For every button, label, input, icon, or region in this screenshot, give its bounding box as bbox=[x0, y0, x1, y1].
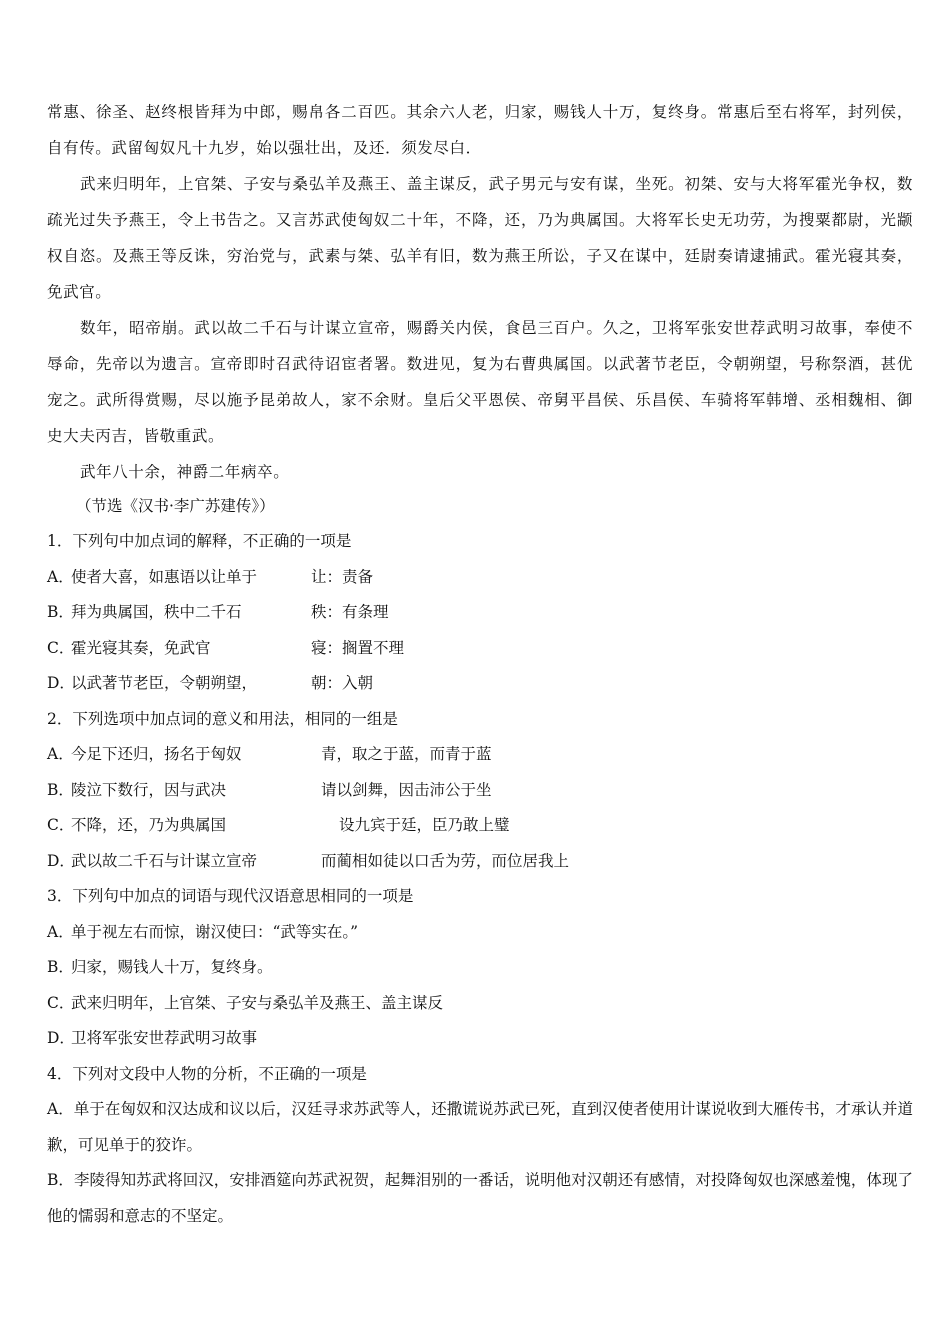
option-text: 陵泣下数行，因与武决 bbox=[71, 780, 227, 799]
option-label: A． bbox=[47, 567, 74, 586]
option-text: 归家，赐钱人十万，复终身。 bbox=[71, 958, 273, 976]
option-compare: 请以剑舞，因击沛公于坐 bbox=[321, 780, 492, 799]
option-row bbox=[47, 950, 913, 986]
option-text: 单于在匈奴和汉达成和议以后，汉廷寻求苏武等人，还撒谎说苏武已死，直到汉使者使用计谋说收到大雁传书，才承认并道歉，可见单于的狡诈。 bbox=[47, 1100, 913, 1154]
option-text: 卫将军张安世荐武明习故事 bbox=[71, 1029, 258, 1047]
option-text: 使者大喜，如惠语以让单于 bbox=[71, 567, 258, 586]
option-row bbox=[47, 986, 913, 1022]
option-gloss: 寝：搁置不理 bbox=[311, 638, 405, 657]
option-label: C． bbox=[47, 993, 75, 1012]
questions bbox=[47, 524, 913, 1234]
passage-paragraph-4: 武年八十余，神爵二年病卒。 bbox=[80, 463, 290, 481]
passage-paragraph-1: 常惠、徐圣、赵终根皆拜为中郎，赐帛各二百匹。其余六人老，归家，赐钱人十万，复终身。常惠后至右将军，封列侯，自有传。武留匈奴凡十九岁，始以强壮出，及还．须发尽白． bbox=[47, 103, 913, 157]
question-stem: 4．下列对文段中人物的分析，不正确的一项是 bbox=[47, 1064, 367, 1083]
passage-paragraph-3: 数年，昭帝崩。武以故二千石与计谋立宣帝，赐爵关内侯，食邑三百户。久之，卫将军张安世荐武明习故事，奉使不辱命，先帝以为遗言。宣帝即时召武待诏宦者署。数进见，复为右曹典属国。以武著节老臣，令朝朔望，号称祭酒，甚优宠之。武所得赏赐，尽以施予昆弟故人，家不余财。皇后父平恩侯、帝舅平昌侯、乐昌侯、车骑将军韩增、丞相魏相、御史大夫丙吉，皆敬重武。 bbox=[47, 319, 913, 445]
option-row bbox=[47, 1163, 913, 1234]
passage-source: （节选《汉书·李广苏建传》） bbox=[76, 497, 275, 515]
option-text: 李陵得知苏武将回汉，安排酒筵向苏武祝贺，起舞泪别的一番话，说明他对汉朝还有感情，对投降匈奴也深感羞愧，体现了他的懦弱和意志的不坚定。 bbox=[47, 1171, 913, 1225]
option-label: D． bbox=[47, 1029, 75, 1047]
option-label: A． bbox=[47, 922, 74, 941]
option-compare: 设九宾于廷，臣乃敢上璧 bbox=[339, 816, 510, 834]
option-label: B． bbox=[47, 780, 74, 799]
question-stem: 2．下列选项中加点词的意义和用法，相同的一组是 bbox=[47, 709, 398, 728]
option-compare: 而蔺相如徒以口舌为劳，而位居我上 bbox=[321, 851, 570, 870]
option-gloss: 朝：入朝 bbox=[311, 674, 374, 692]
option-label: D． bbox=[47, 674, 75, 692]
passage-paragraph-2: 武来归明年，上官桀、子安与桑弘羊及燕王、盖主谋反，武子男元与安有谋，坐死。初桀、安与大将军霍光争权，数疏光过失予燕王，令上书告之。又言苏武使匈奴二十年，不降，还，乃为典属国。大将军长史无功劳，为搜粟都尉，光颛权自恣。及燕王等反诛，穷治党与，武素与桀、弘羊有旧，数为燕王所讼，子又在谋中，廷尉奏请逮捕武。霍光寝其奏，免武官。 bbox=[47, 175, 913, 301]
option-label: B． bbox=[47, 958, 74, 976]
option-row bbox=[47, 808, 913, 844]
option-row bbox=[47, 595, 913, 631]
option-gloss: 秩：有条理 bbox=[311, 603, 389, 621]
option-row bbox=[47, 737, 913, 773]
option-label: C． bbox=[47, 638, 75, 657]
option-text: 拜为典属国，秩中二千石 bbox=[71, 603, 242, 621]
question-stem: 1．下列句中加点词的解释，不正确的一项是 bbox=[47, 532, 352, 550]
option-label: A． bbox=[47, 745, 74, 763]
question-1 bbox=[47, 524, 913, 702]
option-text: 霍光寝其奏，免武官 bbox=[71, 638, 211, 657]
option-row bbox=[47, 1021, 913, 1057]
option-row bbox=[47, 844, 913, 880]
question-4 bbox=[47, 1057, 913, 1235]
option-row bbox=[47, 915, 913, 951]
option-row bbox=[47, 773, 913, 809]
option-text: 武来归明年，上官桀、子安与桑弘羊及燕王、盖主谋反 bbox=[71, 993, 444, 1012]
option-label: A． bbox=[47, 1100, 74, 1118]
option-label: B． bbox=[47, 1171, 74, 1189]
option-compare: 青，取之于蓝，而青于蓝 bbox=[321, 745, 492, 763]
option-text: 单于视左右而惊，谢汉使曰：“武等实在。” bbox=[71, 922, 359, 941]
question-2 bbox=[47, 702, 913, 880]
option-label: C． bbox=[47, 816, 75, 834]
question-stem: 3．下列句中加点的词语与现代汉语意思相同的一项是 bbox=[47, 887, 414, 905]
option-text: 不降，还，乃为典属国 bbox=[71, 816, 227, 834]
option-row bbox=[47, 560, 913, 596]
passage bbox=[47, 94, 913, 490]
option-gloss: 让：责备 bbox=[311, 567, 374, 586]
option-row bbox=[47, 1092, 913, 1163]
option-text: 今足下还归，扬名于匈奴 bbox=[71, 745, 242, 763]
option-text: 武以故二千石与计谋立宣帝 bbox=[71, 851, 258, 870]
option-label: D． bbox=[47, 851, 75, 870]
question-3 bbox=[47, 879, 913, 1057]
option-label: B． bbox=[47, 603, 74, 621]
option-row bbox=[47, 631, 913, 667]
option-text: 以武著节老臣，令朝朔望， bbox=[71, 674, 258, 692]
option-row bbox=[47, 666, 913, 702]
